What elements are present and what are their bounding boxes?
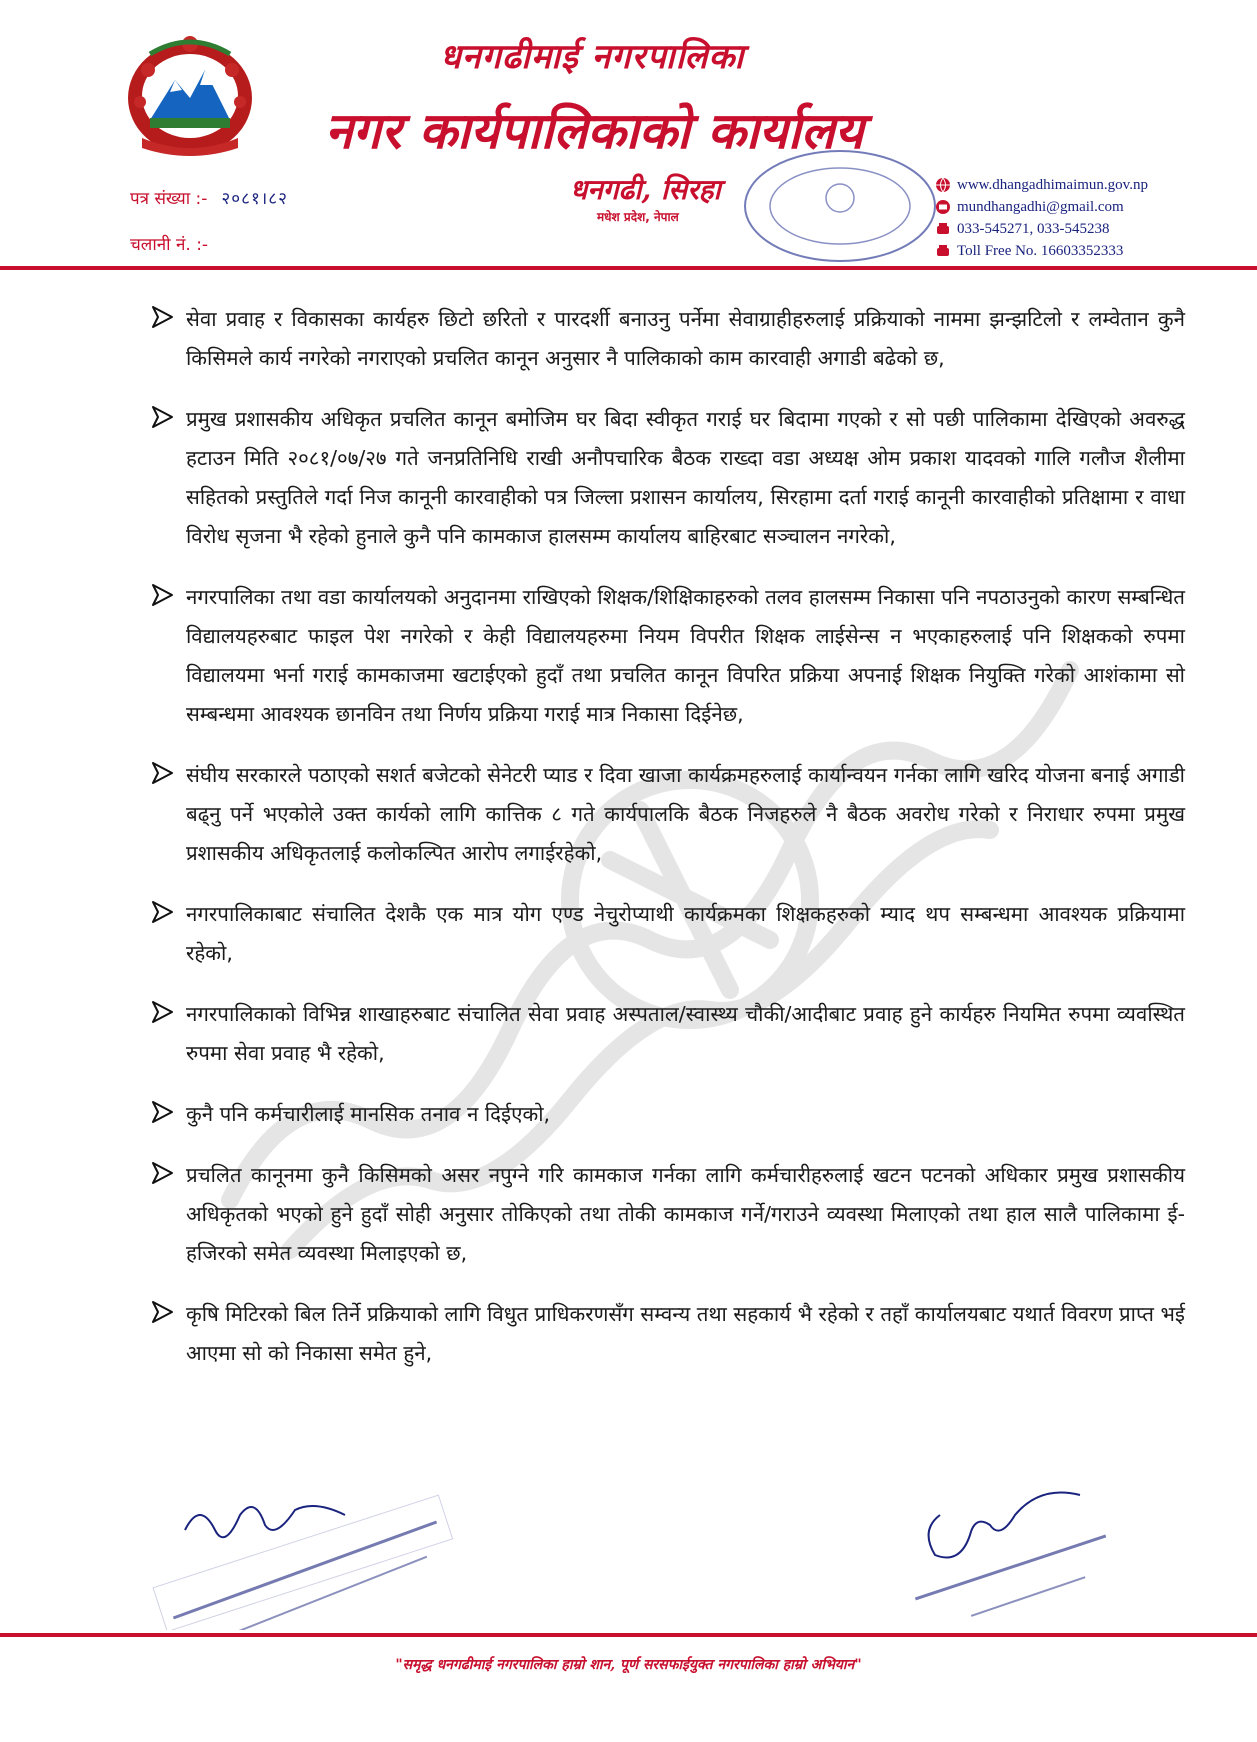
letter-number-label: पत्र संख्या :- (130, 189, 208, 209)
letter-number (130, 186, 288, 209)
phone-icon (935, 221, 951, 237)
office-province: मधेश प्रदेश, नेपाल (597, 210, 679, 224)
list-item-text: कृषि मिटिरको बिल तिर्ने प्रक्रियाको लागि विधुत प्राधिकरणसँग सम्वन्य तथा सहकार्य भै रहेको र तहाँ कार्यालयबाट यथार्त विवरण प्राप्त भई आएमा सो को निकासा समेत हुने, (186, 1302, 1185, 1365)
email-icon (935, 199, 951, 215)
toll-free-text: Toll Free No. 16603352333 (957, 242, 1124, 259)
list-item-text: प्रचलित कानूनमा कुनै किसिमको असर नपुग्ने गरि कामकाज गर्नका लागि कर्मचारीहरुलाई खटन पटनको अधिकार प्रमुख प्रशासकीय अधिकृतको भएको हुने हुदाँ सोही अनुसार तोकिएको तथा तोकी कामकाज गर्ने/गराउने व्यवस्था मिलाएको तथा हाल सालै पालिकामा ई-हजिरको समेत व्यवस्था मिलाइएको छ, (186, 1163, 1185, 1265)
dispatch-number (130, 232, 222, 255)
header-divider (0, 266, 1257, 270)
arrow-bullet-icon (150, 897, 176, 927)
list-item (150, 578, 1185, 734)
contact-phone (935, 218, 1148, 240)
dispatch-number-label: चलानी नं. :- (130, 235, 209, 255)
mayor-signature-stamp (890, 1475, 1130, 1625)
arrow-bullet-icon (150, 758, 176, 788)
arrow-bullet-icon (150, 402, 176, 432)
arrow-bullet-icon (150, 1297, 176, 1327)
list-item (150, 895, 1185, 973)
office-place: धनगढी, सिरहा (570, 173, 721, 206)
list-item (150, 995, 1185, 1073)
contact-toll-free (935, 240, 1148, 262)
list-item (150, 1156, 1185, 1273)
arrow-bullet-icon (150, 1158, 176, 1188)
contact-website (935, 174, 1148, 196)
arrow-bullet-icon (150, 1097, 176, 1127)
arrow-bullet-icon (150, 997, 176, 1027)
cao-signature-stamp (145, 1470, 465, 1630)
globe-icon (935, 177, 951, 193)
list-item (150, 400, 1185, 556)
list-item-text: संघीय सरकारले पठाएको सशर्त बजेटको सेनेटरी प्याड र दिवा खाजा कार्यक्रमहरुलाई कार्यान्वयन गर्नका लागि खरिद योजना बनाई अगाडी बढ्नु पर्ने भएकोले उक्त कार्यको लागि कात्तिक ८ गते कार्यपालकि बैठक निजहरुले नै बैठक अवरोध गरेको र निराधार रुपमा प्रमुख प्रशासकीय अधिकृतलाई कलोकल्पित आरोप लगाईरहेको, (186, 763, 1185, 865)
list-item (150, 300, 1185, 378)
list-item (150, 756, 1185, 873)
list-item-text: कुनै पनि कर्मचारीलाई मानसिक तनाव न दिईएको, (186, 1102, 551, 1126)
list-item-text: नगरपालिकाबाट संचालित देशकै एक मात्र योग एण्ड नेचुरोप्याथी कार्यक्रमका शिक्षकहरुको म्याद थप सम्बन्धमा आवश्यक प्रक्रियामा रहेको, (186, 902, 1185, 965)
list-item-text: सेवा प्रवाह र विकासका कार्यहरु छिटो छरितो र पारदर्शी बनाउनु पर्नेमा सेवाग्राहीहरुलाई प्रक्रियाको नाममा झन्झटिलो र लम्वेतान कुनै किसिमले कार्य नगरेको नगराएको प्रचलित कानून अनुसार नै पालिकाको काम कारवाही अगाडी बढेको छ, (186, 307, 1185, 370)
point-list (150, 300, 1185, 1395)
list-item-text: नगरपालिका तथा वडा कार्यालयको अनुदानमा राखिएको शिक्षक/शिक्षिकाहरुको तलव हालसम्म निकासा पनि नपठाउनुको कारण सम्बन्धित विद्यालयहरुबाट फाइल पेश नगरेको र केही विद्यालयहरुमा नियम विपरीत शिक्षक लाईसेन्स न भएकाहरुलाई पनि शिक्षकको रुपमा विद्यालयमा भर्ना गराई कामकाजमा खटाईएको हुदाँ तथा प्रचलित कानून विपरित प्रक्रिया अपनाई शिक्षक नियुक्ति गरेको आशंकामा सो सम्बन्धमा आवश्यक छानविन तथा निर्णय प्रक्रिया गराई मात्र निकासा दिईनेछ, (186, 585, 1185, 726)
arrow-bullet-icon (150, 302, 176, 332)
letter-number-value: २०८१।८२ (221, 189, 288, 209)
footer-motto: "समृद्ध धनगढीमाई नगरपालिका हाम्रो शान, पूर्ण सरसफाईयुक्त नगरपालिका हाम्रो अभियान" (395, 1657, 862, 1673)
list-item (150, 1295, 1185, 1373)
arrow-bullet-icon (150, 580, 176, 610)
phone-text: 033-545271, 033-545238 (957, 220, 1110, 237)
contact-email (935, 196, 1148, 218)
nepal-emblem-icon (120, 30, 260, 160)
email-text: mundhangadhi@gmail.com (957, 198, 1124, 215)
municipality-name: धनगढीमाई नगरपालिका (440, 37, 745, 77)
website-text: www.dhangadhimaimun.gov.np (957, 176, 1148, 193)
list-item-text: प्रमुख प्रशासकीय अधिकृत प्रचलित कानून बमोजिम घर बिदा स्वीकृत गराई घर बिदामा गएको र सो पछी पालिकामा देखिएको अवरुद्ध हटाउन मिति २०८१/०७/२७ गते जनप्रतिनिधि राखी अनौपचारिक बैठक राख्दा वडा अध्यक्ष ओम प्रकाश यादवको गालि गलौज शैलीमा सहितको प्रस्तुतिले गर्दा निज कानूनी कारवाहीको पत्र जिल्ला प्रशासन कार्यालय, सिरहामा दर्ता गराई कानूनी कारवाहीको प्रतिक्षामा र वाधा विरोध सृजना भै रहेको हुनाले कुनै पनि कामकाज हालसम्म कार्यालय बाहिरबाट सञ्चालन नगरेको, (186, 407, 1185, 548)
phone-icon (935, 243, 951, 259)
office-round-stamp (735, 148, 945, 268)
list-item (150, 1095, 1185, 1134)
footer-divider (0, 1633, 1257, 1637)
office-name: नगर कार्यपालिकाको कार्यालय (325, 101, 864, 160)
contact-block (935, 174, 1148, 262)
list-item-text: नगरपालिकाको विभिन्न शाखाहरुबाट संचालित सेवा प्रवाह अस्पताल/स्वास्थ्य चौकी/आदीबाट प्रवाह हुने कार्यहरु नियमित रुपमा व्यवस्थित रुपमा सेवा प्रवाह भै रहेको, (186, 1002, 1185, 1065)
